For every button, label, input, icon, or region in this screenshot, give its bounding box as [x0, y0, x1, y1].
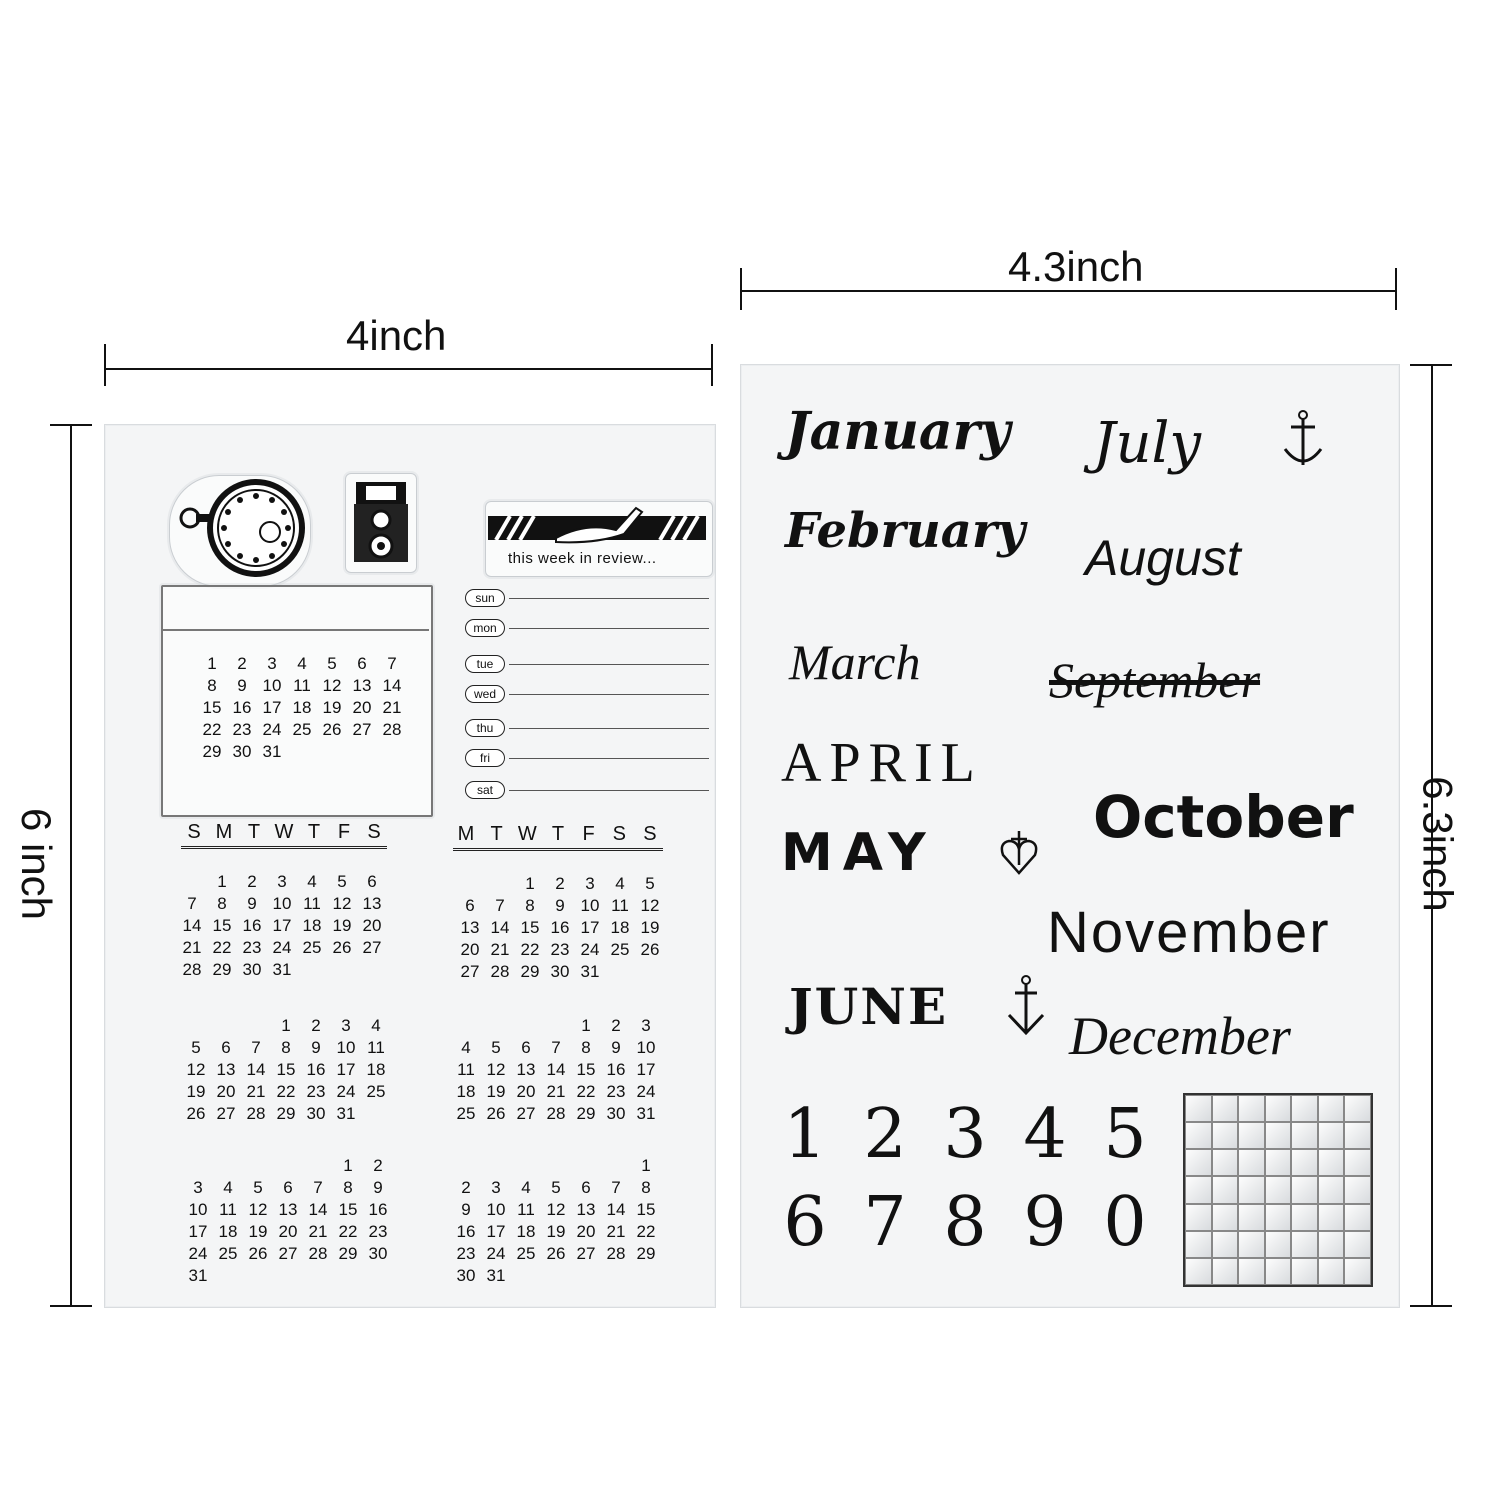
pocket-watch-icon — [170, 476, 310, 586]
left-height-label: 6 inch — [13, 807, 61, 921]
digit-5: 5 — [1103, 1095, 1147, 1174]
framed-calendar-header-box — [163, 587, 429, 631]
left-stamp-sheet — [104, 424, 716, 1308]
digit-8: 8 — [943, 1183, 987, 1262]
month-november: November — [1047, 900, 1331, 965]
left-width-label: 4inch — [346, 312, 447, 359]
planner-row-fri — [465, 749, 709, 767]
planner-row-sat — [465, 781, 709, 799]
digit-stamps — [765, 1091, 1165, 1267]
left-height-dimension-line — [70, 424, 72, 1306]
month-march: March — [789, 634, 921, 690]
digit-1: 1 — [783, 1095, 827, 1174]
framed-calendar-stamp — [161, 585, 433, 817]
week-review-text: this week in review... — [508, 550, 657, 567]
day-pill-mon: mon — [465, 619, 505, 637]
camera-icon — [346, 474, 416, 572]
right-height-tick-start — [1410, 364, 1452, 366]
week-review-banner-stamp — [485, 501, 713, 577]
month-april: APRIL — [781, 732, 983, 794]
calendar-block-6: 1 2 3 4 5 6 7 8 9 10 11 12 13 14 15 16 17 18 19 20 21 22 23 24 25 26 27 28 29 30 31 — [456, 1156, 656, 1285]
calendar-block-3: 1 2 3 4 5 6 7 8 9 10 11 12 13 14 15 16 17 18 19 20 21 22 23 24 25 26 27 28 29 30 31 — [186, 1016, 386, 1123]
calendar-block-5: 1 2 3 4 5 6 7 8 9 10 11 12 13 14 15 16 17 18 19 20 21 22 23 24 25 26 27 28 29 30 31 — [188, 1156, 388, 1285]
framed-calendar-days: 1 2 3 4 5 6 7 8 9 10 11 12 13 14 15 16 17 18 19 20 21 22 23 24 25 26 27 28 29 30 31 — [202, 654, 402, 761]
left-width-dimension-line — [104, 368, 712, 370]
day-pill-fri: fri — [465, 749, 505, 767]
month-october: October — [1093, 783, 1354, 851]
right-width-tick-start — [740, 268, 742, 310]
right-stamp-sheet — [740, 364, 1400, 1308]
digit-4: 4 — [1023, 1095, 1067, 1174]
pen-hand-icon — [486, 502, 708, 546]
month-january: January — [785, 401, 1011, 462]
calendar-block-4: 1 2 3 4 5 6 7 8 9 10 11 12 13 14 15 16 17 18 19 20 21 22 23 24 25 26 27 28 29 30 31 — [456, 1016, 656, 1123]
calendar-block-2: 1 2 3 4 5 6 7 8 9 10 11 12 13 14 15 16 17 18 19 20 21 22 23 24 25 26 27 28 29 30 31 — [460, 874, 660, 981]
left-width-tick-start — [104, 344, 106, 386]
right-width-tick-end — [1395, 268, 1397, 310]
calendar-block-1: 1 2 3 4 5 6 7 8 9 10 11 12 13 14 15 16 17 18 19 20 21 22 23 24 25 26 27 28 29 30 31 — [182, 872, 382, 979]
month-july: July — [1093, 411, 1202, 476]
planner-row-wed — [465, 685, 709, 703]
camera-stamp — [345, 473, 417, 573]
digit-7: 7 — [863, 1183, 907, 1262]
month-february: February — [785, 503, 1026, 559]
digit-2: 2 — [863, 1095, 907, 1174]
month-september: September — [1049, 652, 1261, 708]
weekday-header-monday-start: M T W T F S S — [453, 823, 663, 851]
anchor-icon — [1003, 975, 1049, 1037]
month-august: August — [1085, 530, 1241, 586]
day-pill-wed: wed — [465, 685, 505, 703]
digit-6: 6 — [783, 1183, 827, 1262]
weekday-header-sunday-start: S M T W T F S — [181, 821, 387, 849]
left-height-tick-start — [50, 424, 92, 426]
planner-row-tue — [465, 655, 709, 673]
day-pill-tue: tue — [465, 655, 505, 673]
digit-9: 9 — [1023, 1183, 1067, 1262]
heart-anchor-icon — [999, 829, 1039, 877]
left-width-tick-end — [711, 344, 713, 386]
day-pill-thu: thu — [465, 719, 505, 737]
left-height-tick-end — [50, 1305, 92, 1307]
digit-3: 3 — [943, 1095, 987, 1174]
digit-0: 0 — [1103, 1183, 1147, 1262]
right-width-label: 4.3inch — [1008, 243, 1144, 290]
grid-stamp — [1183, 1093, 1373, 1287]
planner-row-mon — [465, 619, 709, 637]
month-december: December — [1069, 1006, 1291, 1066]
right-height-tick-end — [1410, 1305, 1452, 1307]
anchor-icon — [1279, 409, 1327, 473]
month-june: JUNE — [789, 977, 949, 1036]
planner-row-sun — [465, 589, 709, 607]
pocket-watch-stamp — [169, 475, 311, 587]
right-height-label: 6.3inch — [1414, 776, 1462, 912]
day-pill-sun: sun — [465, 589, 505, 607]
planner-row-thu — [465, 719, 709, 737]
day-pill-sat: sat — [465, 781, 505, 799]
month-may: MAY — [781, 823, 936, 883]
